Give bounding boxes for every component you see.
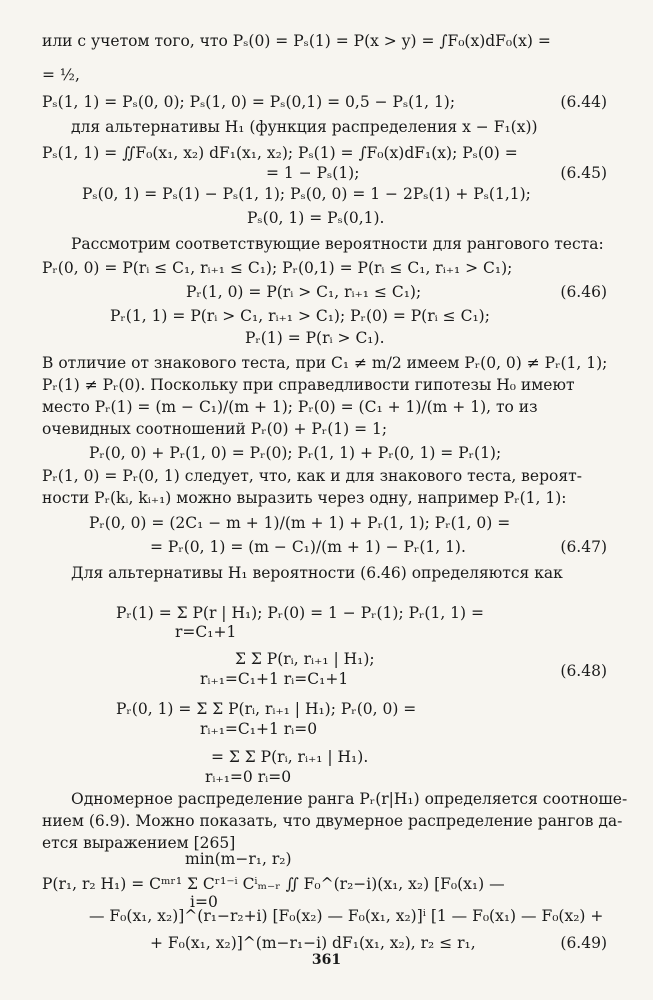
text-line: rᵢ₊₁=C₁+1 rᵢ=C₁+1 [200, 670, 349, 688]
equation-number: (6.45) [560, 164, 607, 182]
text-line: Pᵣ(1, 0) = Pᵣ(0, 1) следует, что, как и для знакового теста, вероят- [42, 467, 582, 485]
text-line: i=0 [190, 893, 218, 911]
text-line: ется выражением [265] [42, 834, 236, 852]
text-line: = Σ Σ P(rᵢ, rᵢ₊₁ | H₁). [211, 748, 369, 766]
text-line: min(m−r₁, r₂) [185, 850, 292, 868]
text-line: = 1 − Pₛ(1); [266, 164, 360, 182]
text-line: Σ Σ P(rᵢ, rᵢ₊₁ | H₁); [235, 650, 375, 668]
text-line: P(r₁, r₂ H₁) = Cᵐʳ¹ Σ Cʳ¹⁻ⁱ Cⁱₘ₋ᵣ ∬ F₀^(r₂−i)(x₁, x₂) [F₀(x₁) — [42, 875, 505, 893]
text-line: rᵢ₊₁=0 rᵢ=0 [205, 768, 292, 786]
text-line: для альтернативы H₁ (функция распределения x − F₁(x)) [71, 118, 538, 136]
text-line: — F₀(x₁, x₂)]^(r₁−r₂+i) [F₀(x₂) — F₀(x₁, x₂)]ⁱ [1 — F₀(x₁) — F₀(x₂) + [89, 907, 604, 925]
text-line: Pᵣ(1, 0) = P(rᵢ > C₁, rᵢ₊₁ ≤ C₁); [186, 283, 422, 301]
text-line: место Pᵣ(1) = (m − C₁)/(m + 1); Pᵣ(0) = (C₁ + 1)/(m + 1), то из [42, 398, 538, 416]
equation-number: (6.49) [560, 934, 607, 952]
page-number: 361 [311, 952, 342, 968]
text-line: Рассмотрим соответствующие вероятности для рангового теста: [71, 235, 604, 253]
equation-number: (6.46) [560, 283, 607, 301]
text-line: Pᵣ(1) ≠ Pᵣ(0). Поскольку при справедливости гипотезы H₀ имеют [42, 376, 575, 394]
text-line: Pᵣ(1, 1) = P(rᵢ > C₁, rᵢ₊₁ > C₁); Pᵣ(0) = P(rᵢ ≤ C₁); [110, 307, 490, 325]
text-line: = Pᵣ(0, 1) = (m − C₁)/(m + 1) − Pᵣ(1, 1). [150, 538, 466, 556]
text-line: Pₛ(1, 1) = ∬F₀(x₁, x₂) dF₁(x₁, x₂); Pₛ(1) = ∫F₀(x)dF₁(x); Pₛ(0) = [42, 144, 518, 162]
text-line: rᵢ₊₁=C₁+1 rᵢ=0 [200, 720, 318, 738]
text-line: Одномерное распределение ранга Pᵣ(r|H₁) определяется соотноше- [71, 790, 628, 808]
text-line: или с учетом того, что Pₛ(0) = Pₛ(1) = P(x > y) = ∫F₀(x)dF₀(x) = [42, 32, 551, 50]
text-line: r=C₁+1 [175, 623, 237, 641]
text-line: = ½, [42, 66, 80, 84]
equation-number: (6.47) [560, 538, 607, 556]
text-line: Pᵣ(0, 0) = (2C₁ − m + 1)/(m + 1) + Pᵣ(1, 1); Pᵣ(1, 0) = [89, 514, 511, 532]
text-line: В отличие от знакового теста, при C₁ ≠ m/2 имеем Pᵣ(0, 0) ≠ Pᵣ(1, 1); [42, 354, 608, 372]
text-line: Pₛ(1, 1) = Pₛ(0, 0); Pₛ(1, 0) = Pₛ(0,1) = 0,5 − Pₛ(1, 1); [42, 93, 456, 111]
text-line: Pₛ(0, 1) = Pₛ(1) − Pₛ(1, 1); Pₛ(0, 0) = 1 − 2Pₛ(1) + Pₛ(1,1); [82, 185, 531, 203]
text-line: нием (6.9). Можно показать, что двумерное распределение рангов да- [42, 812, 623, 830]
equation-number: (6.48) [560, 662, 607, 680]
text-line: ности Pᵣ(kᵢ, kᵢ₊₁) можно выразить через одну, например Pᵣ(1, 1): [42, 489, 567, 507]
text-line: Pᵣ(0, 1) = Σ Σ P(rᵢ, rᵢ₊₁ | H₁); Pᵣ(0, 0) = [116, 700, 417, 718]
text-line: + F₀(x₁, x₂)]^(m−r₁−i) dF₁(x₁, x₂), r₂ ≤ r₁, [150, 934, 476, 952]
text-line: очевидных соотношений Pᵣ(0) + Pᵣ(1) = 1; [42, 420, 388, 438]
text-line: Pᵣ(0, 0) + Pᵣ(1, 0) = Pᵣ(0); Pᵣ(1, 1) + Pᵣ(0, 1) = Pᵣ(1); [89, 444, 502, 462]
text-line: Pᵣ(1) = P(rᵢ > C₁). [245, 329, 385, 347]
equation-number: (6.44) [560, 93, 607, 111]
text-line: Pᵣ(1) = Σ P(r | H₁); Pᵣ(0) = 1 − Pᵣ(1); Pᵣ(1, 1) = [116, 604, 485, 622]
text-line: Pₛ(0, 1) = Pₛ(0,1). [247, 209, 385, 227]
text-line: Pᵣ(0, 0) = P(rᵢ ≤ C₁, rᵢ₊₁ ≤ C₁); Pᵣ(0,1) = P(rᵢ ≤ C₁, rᵢ₊₁ > C₁); [42, 259, 513, 277]
text-line: Для альтернативы H₁ вероятности (6.46) определяются как [71, 564, 563, 582]
